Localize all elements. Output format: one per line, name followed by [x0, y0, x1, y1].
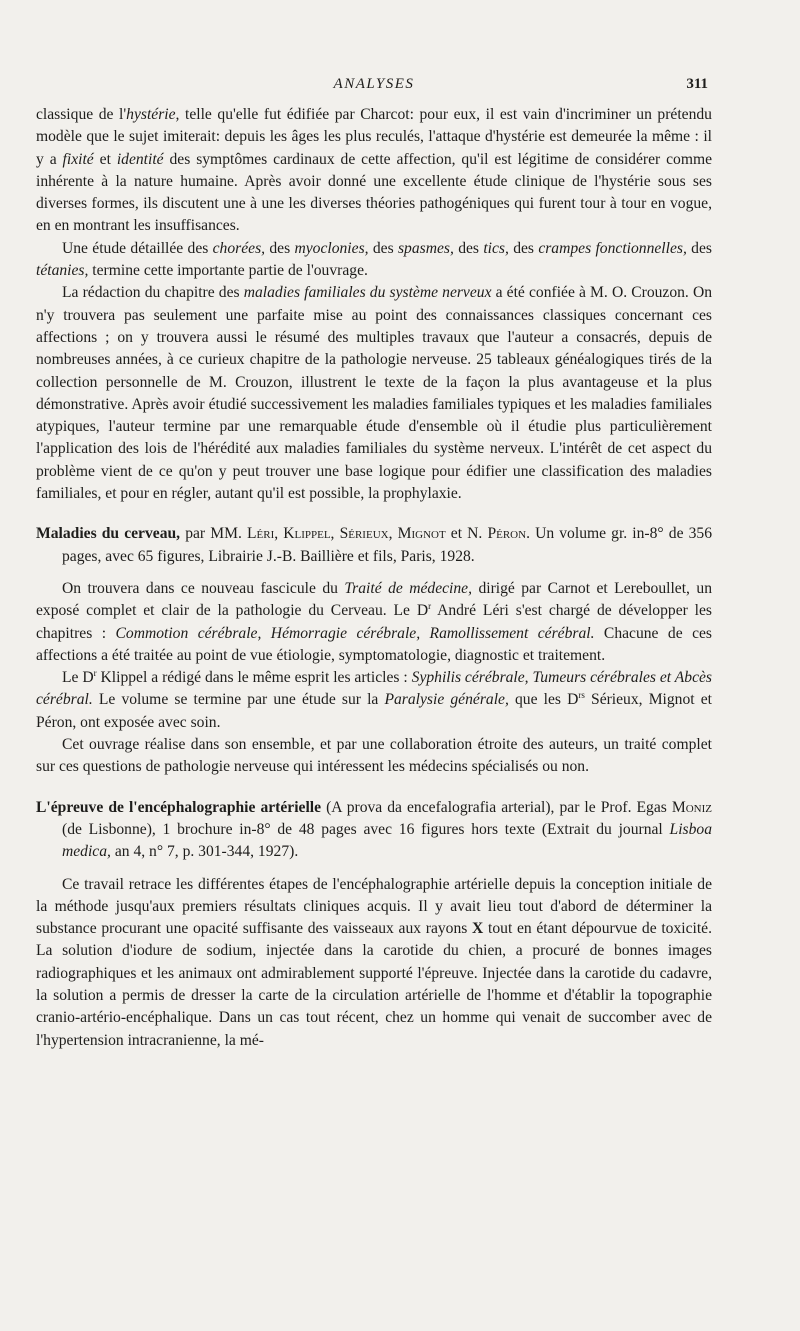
paragraph-encephalographie-text: Ce travail retrace les différentes étapes de l'encéphalographie artérielle depuis la conception initiale de la méthode jusqu'aux premiers résultats cliniques acquis. Il y avait lieu tout d'abord de déterminer la substance procurant une opacité suffisante des vaisseaux aux rayons X tout en étant dépourvue de toxicité. La solution d'iodure de sodium, injectée dans la carotide du chien, a procuré de bonnes images radiographiques et les animaux ont admirablement supporté l'épreuve. Injectée dans la carotide du cadavre, la solution a permis de dresser la carte de la circulation artérielle de l'homme et d'établir la topographie cranio-artério-encéphalique. Dans un cas tout récent, chez un homme qui venait de succomber avec de l'hypertension intracranienne, la mé-: [36, 875, 712, 1049]
entry-heading-encephalographie: L'épreuve de l'encéphalographie artérielle (A prova da encefalografia arterial), par le Prof. Egas Moniz (de Lisbonne), 1 brochure in-8° de 48 pages avec 16 figures hors texte (Extrait du journal Lisboa medica, an 4, n° 7, p. 301-344, 1927).: [36, 798, 712, 861]
paragraph-hysteria: classique de l'hystérie, telle qu'elle fut édifiée par Charcot: pour eux, il est vain d'incriminer un prétendu modèle que le sujet imiterait: depuis les âges les plus reculés, l'attaque d'hystérie est demeurée la même : il y a fixité et identité des symptômes cardinaux de cette affection, qu'il est légitime de considérer comme inhérente à la nature humaine. Après avoir donné une excellente étude clinique de l'hystérie sous ses diverses formes, ils discutent une à une les diverses théories pathogéniques qui furent tour à tour en vogue, en en montrant les insuffisances.: [36, 106, 713, 235]
entry-heading-maladies-du-cerveau: Maladies du cerveau, par MM. Léri, Klippel, Sérieux, Mignot et N. Péron. Un volume gr. in-8° de 356 pages, avec 65 figures, Librairie J.-B. Baillière et fils, Paris, 1928.: [36, 525, 712, 565]
running-title: ANALYSES: [333, 76, 415, 92]
page-number: 311: [686, 76, 708, 92]
section-gap: [36, 568, 712, 578]
page-header: [40, 76, 708, 98]
paragraph-choreas: Une étude détaillée des chorées, des myoclonies, des spasmes, des tics, des crampes fonctionnelles, des tétanies, termine cette importante partie de l'ouvrage.: [36, 239, 712, 280]
page-body: [36, 104, 712, 1052]
paragraph-klippel: Le $D^r$ Klippel a rédigé dans le même esprit les articles : Syphilis cérébrale, Tumeurs cérébrales et Abcès cérébral. Le volume se termine par une étude sur la Paralysie générale, que les $D^{rs}$ Sérieux, Mignot et Péron, ont exposée avec soin.: [36, 667, 713, 731]
section-gap: [36, 864, 712, 874]
paragraph-traite-de-medecine: On trouvera dans ce nouveau fascicule du Traité de médecine, dirigé par Carnot et Lereboullet, un exposé complet et clair de la pathologie du Cerveau. Le $D^r$ André Léri s'est chargé de développer les chapitres : Commotion cérébrale, Hémorragie cérébrale, Ramollissement cérébral. Chacune de ces affections a été traitée au point de vue étiologie, symptomatologie, diagnostic et traitement.: [36, 579, 712, 664]
section-gap: [36, 505, 712, 523]
paragraph-ouvrage: Cet ouvrage réalise dans son ensemble, et par une collaboration étroite des auteurs, un traité complet sur ces questions de pathologie nerveuse qui intéressent les médecins spécialisés ou non.: [36, 736, 712, 776]
x-ray-symbol: X: [472, 920, 484, 938]
section-gap: [36, 779, 712, 797]
paragraph-familial-diseases: La rédaction du chapitre des maladies familiales du système nerveux a été confiée à M. O. Crouzon. On n'y trouvera pas seulement une parfaite mise au point des connaissances classiques concernant ces affections ; on y trouvera aussi le résumé des multiples travaux que l'auteur a consacrés, depuis de nombreuses années, à ce curieux chapitre de la pathologie nerveuse. 25 tableaux généalogiques tirés de la collection personnelle de M. Crouzon, illustrent le texte de la façon la plus avantageuse et la plus démonstrative. Après avoir étudié successivement les maladies familiales typiques et les maladies familiales atypiques, l'auteur termine par une remarquable étude d'ensemble où il étudie plus particulièrement l'application des lois de l'hérédité aux maladies familiales du système nerveux. L'intérêt de cet aspect du problème vient de ce qu'on y peut trouver une base logique pour édifier une classification des maladies familiales, et pour en régler, autant qu'il est possible, la prophylaxie.: [36, 284, 713, 503]
